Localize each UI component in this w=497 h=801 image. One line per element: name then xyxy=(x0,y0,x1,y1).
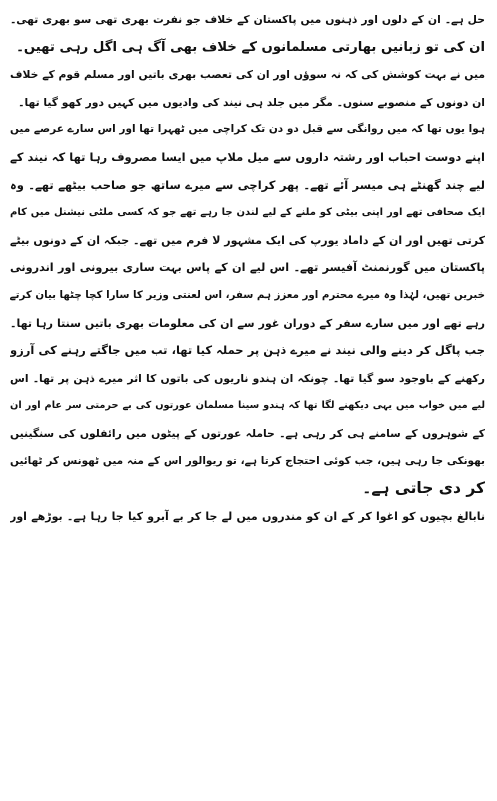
text-line-10: پاکستان میں گورنمنٹ آفیسر تھے۔ اس لیے ان کے پاس بہت ساری بیرونی اور اندرونی xyxy=(10,261,485,275)
text-line-15: لیے میں خواب میں یہی دیکھنے لگا تھا کہ ہندو سینا مسلمان عورتوں کی بے حرمتی سر عام اور ان xyxy=(10,400,485,412)
text-line-11: خبریں تھیں، لہٰذا وہ میرے محترم اور معزز ہم سفر، اس لعنتی وزیر کا سارا کچا چٹھا بیان کرتے xyxy=(10,288,485,301)
text-line-19: نابالغ بچیوں کو اغوا کر کے ان کو مندروں میں لے جا کر بے آبرو کیا جا رہا ہے۔ بوڑھے اور xyxy=(10,509,485,523)
text-line-18: کر دی جاتی ہے۔ xyxy=(362,479,485,498)
text-line-7: لیے چند گھنٹے ہی میسر آئے تھے۔ پھر کراچی سے میرے ساتھ جو صاحب بیٹھے تھے۔ وہ xyxy=(10,177,485,192)
text-line-16: کے شوہروں کے سامنے ہی کر رہی ہے۔ حاملہ عورتوں کے پیٹوں میں رائفلوں کی سنگینیں xyxy=(10,426,485,440)
text-line-9: کرتی تھیں اور ان کے داماد یورپ کی ایک مشہور لا فرم میں تھے۔ جبکہ ان کے دونوں بیٹے xyxy=(10,233,485,247)
text-line-14: رکھنے کے باوجود سو گیا تھا۔ چونکہ ان ہندو ناریوں کی باتوں کا اثر میرے ذہن پر تھا۔ اس xyxy=(10,371,485,385)
text-line-17: بھونکی جا رہی ہیں، جب کوئی احتجاج کرتا ہے، تو ریوالور اس کے منہ میں ٹھونس کر ٹھائیں xyxy=(10,454,485,467)
text-line-4: ان دونوں کے منصوبے سنوں۔ مگر میں جلد ہی نیند کی وادیوں میں کہیں دور کھو گیا تھا۔ xyxy=(18,95,485,109)
text-line-5: ہوا یوں تھا کہ میں روانگی سے قبل دو دن تک کراچی میں ٹھہرا تھا اور اس سارے عرصے میں xyxy=(10,123,485,136)
text-line-3: میں نے بہت کوشش کی کہ نہ سوؤں اور ان کی تعصب بھری باتیں اور مسلم قوم کے خلاف xyxy=(10,68,485,82)
text-line-1: حل ہے۔ ان کے دلوں اور ذہنوں میں پاکستان کے خلاف جو نفرت بھری تھی سو بھری تھی۔ xyxy=(10,13,485,26)
text-line-6: اپنے دوست احباب اور رشتہ داروں سے میل ملاپ میں ایسا مصروف رہا تھا کہ نیند کے xyxy=(10,149,485,164)
text-line-13: جب پاگل کر دینے والی نیند نے میرے ذہن پر حملہ کیا تھا، تب میں جاگتے رہنے کی آرزو xyxy=(10,343,485,358)
text-line-12: رہے تھے اور میں سارے سفر کے دوران غور سے ان کی معلومات بھری باتیں سنتا رہا تھا۔ xyxy=(10,316,485,330)
text-line-2: ان کی تو زبانیں بھارتی مسلمانوں کے خلاف بھی آگ ہی اگل رہی تھیں۔ xyxy=(16,39,485,55)
text-line-8: ایک صحافی تھے اور اپنی بیٹی کو ملنے کے لیے لندن جا رہے تھے جو کہ کسی ملٹی نیشنل میں کام xyxy=(10,207,485,219)
